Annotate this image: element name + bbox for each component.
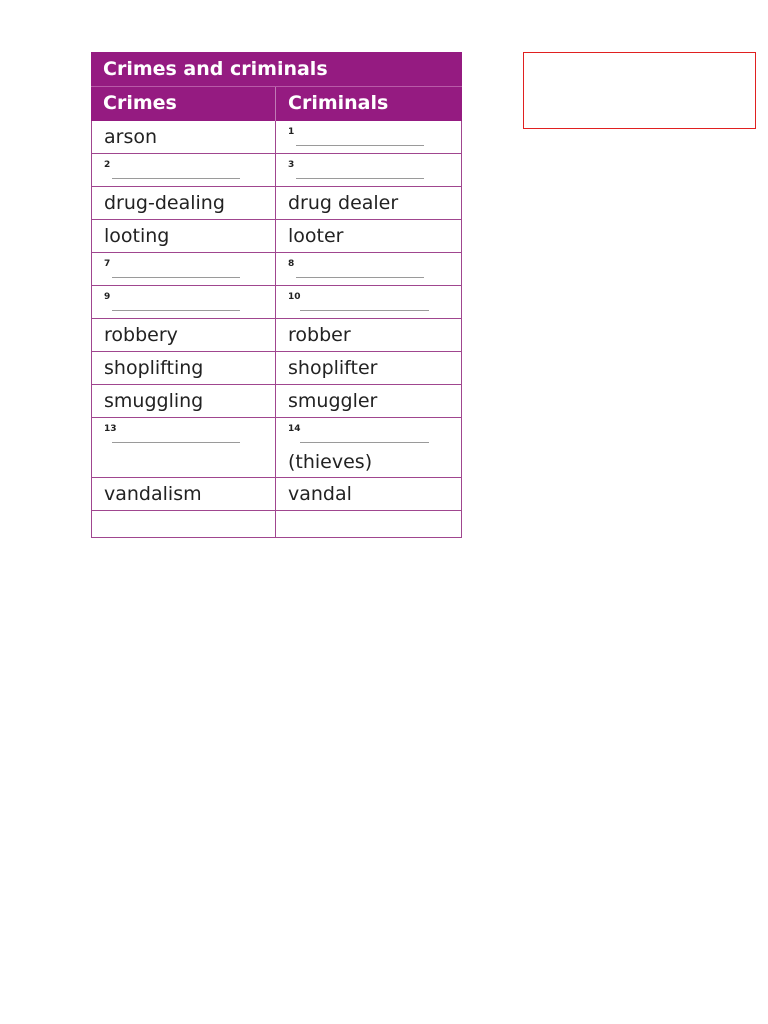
table-row [92,352,461,385]
item-number: 7 [104,259,111,269]
table-row [92,121,461,154]
crime-cell: shoplifting [92,352,276,384]
item-number: 14 [288,424,301,434]
crime-cell: arson [92,121,276,153]
item-number: 2 [104,160,111,170]
answer-blank[interactable] [112,277,240,278]
table-body [91,121,462,538]
criminal-cell[interactable] [276,154,461,186]
table-row [92,187,461,220]
item-number: 9 [104,292,111,302]
criminal-cell: shoplifter [288,357,378,379]
criminal-cell: drug dealer [288,192,399,214]
table-row [92,286,461,319]
item-number: 10 [288,292,301,302]
table-row [92,319,461,352]
criminal-cell[interactable] [276,253,461,285]
item-number: 8 [288,259,295,269]
criminal-hint: (thieves) [288,451,373,473]
criminal-cell[interactable] [276,121,461,153]
empty-cell [92,511,276,537]
item-number: 13 [104,424,117,434]
table-row-empty [92,511,461,538]
table-row [92,385,461,418]
criminal-cell: vandal [288,483,352,505]
empty-cell [276,511,461,537]
answer-blank[interactable] [112,310,240,311]
answer-blank[interactable] [296,178,424,179]
table-row [92,220,461,253]
table-row [92,418,461,478]
crime-cell: looting [92,220,276,252]
answer-blank[interactable] [300,310,429,311]
table-row [92,478,461,511]
answer-blank[interactable] [112,178,240,179]
item-number: 1 [288,127,295,137]
crime-cell[interactable] [92,418,276,477]
annotation-box [523,52,756,129]
crimes-table [91,52,462,538]
crime-cell[interactable] [92,286,276,318]
criminal-cell[interactable] [276,286,461,318]
criminal-cell: smuggler [288,390,378,412]
header-row [91,86,462,121]
criminal-cell[interactable] [276,418,461,477]
crime-cell[interactable] [92,253,276,285]
criminal-cell: looter [288,225,344,247]
table-row [92,253,461,286]
answer-blank[interactable] [300,442,429,443]
header-criminals: Criminals [288,92,389,114]
answer-blank[interactable] [296,277,424,278]
table-title: Crimes and criminals [91,52,462,86]
header-crimes: Crimes [91,87,276,121]
table-row [92,154,461,187]
item-number: 3 [288,160,295,170]
criminal-cell: robber [288,324,351,346]
answer-blank[interactable] [296,145,424,146]
crime-cell: vandalism [92,478,276,510]
crime-cell: smuggling [92,385,276,417]
answer-blank[interactable] [112,442,240,443]
crime-cell: drug-dealing [92,187,276,219]
crime-cell: robbery [92,319,276,351]
crime-cell[interactable] [92,154,276,186]
